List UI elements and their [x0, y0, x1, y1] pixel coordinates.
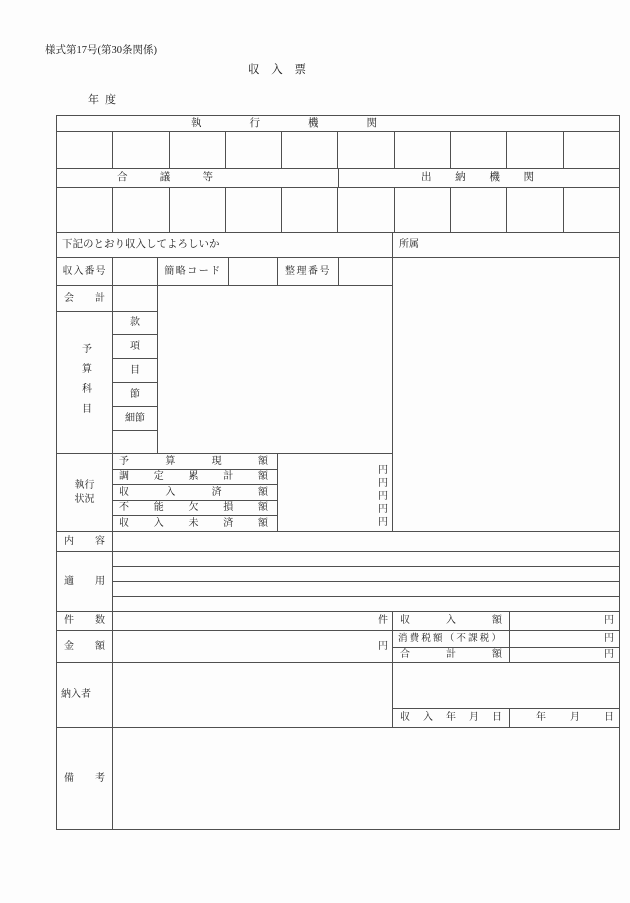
receipt-date-label — [392, 708, 509, 727]
short-code-label: 簡略コード — [157, 257, 228, 285]
revenue-amount-field — [509, 611, 620, 630]
exec-row-label: 予 算 現 額 — [119, 455, 268, 467]
exec-row-label: 収 入 未 済 額 — [119, 517, 268, 529]
receipt-number-label: 収入番号 — [56, 257, 112, 285]
budget-row-kou: 項 — [112, 334, 157, 358]
exec-row-label: 不 能 欠 損 額 — [119, 502, 268, 513]
stamp-cell — [394, 187, 450, 232]
exec-row-budget-current — [112, 453, 277, 469]
consumption-tax-label — [392, 630, 509, 647]
page-title: 収 入 票 — [248, 64, 306, 76]
stamp-cell — [169, 131, 225, 168]
executing-agency-header — [56, 115, 620, 131]
execution-status-label — [56, 453, 112, 531]
yen-unit: 円 — [378, 640, 388, 652]
account-label — [56, 285, 112, 311]
stamp-cell — [281, 187, 337, 232]
stamp-cell — [337, 131, 393, 168]
description-label — [56, 551, 112, 611]
count-label-text: 件 数 — [64, 615, 105, 626]
exec-row-outstanding — [112, 515, 277, 531]
exec-amount-field — [277, 453, 392, 531]
budget-row-setsu: 節 — [112, 382, 157, 406]
description-line-1 — [112, 551, 620, 566]
stamp-cell — [225, 131, 281, 168]
stamp-cell — [394, 131, 450, 168]
total-amount-label-text: 合 計 額 — [400, 649, 502, 660]
exec-row-uncollectible — [112, 500, 277, 515]
count-label — [56, 611, 112, 630]
executing-agency-label: 執 行 機 関 — [191, 117, 377, 129]
description-label-text: 適 用 — [64, 575, 105, 587]
revenue-amount-label-text: 収 入 額 — [400, 615, 502, 626]
stamp-cell — [563, 187, 620, 232]
yen-unit: 円 — [604, 649, 614, 660]
amount-label-text: 金 額 — [64, 640, 105, 652]
budget-row-kan: 款 — [112, 311, 157, 334]
stamp-cell — [225, 187, 281, 232]
total-amount-field — [509, 647, 620, 662]
payer-label: 納入者 — [56, 662, 112, 727]
yen-unit: 円 — [378, 517, 388, 528]
affiliation-field — [392, 257, 620, 531]
budget-category-label-text: 予算科目 — [79, 342, 91, 423]
content-label-text: 内 容 — [64, 535, 105, 547]
description-line-3 — [112, 581, 620, 596]
yen-unit: 円 — [604, 615, 614, 626]
execution-status-label-text: 執行状況 — [74, 479, 95, 505]
count-field — [112, 611, 392, 630]
receipt-date-value: 年 月 日 — [536, 712, 614, 723]
stamp-cell — [450, 131, 506, 168]
confirm-text: 下記のとおり収入してよろしいか — [56, 232, 392, 257]
content-label — [56, 531, 112, 551]
stamp-cell — [56, 131, 112, 168]
budget-row-saisetsu: 細節 — [112, 406, 157, 430]
accounting-agency-label: 出 納 機 関 — [421, 172, 534, 183]
consumption-tax-field — [509, 630, 620, 647]
reference-number-label: 整理番号 — [277, 257, 338, 285]
budget-detail-field — [157, 285, 392, 453]
content-field — [112, 531, 620, 551]
exec-row-label: 収 入 済 額 — [119, 486, 268, 498]
stamp-cell — [506, 187, 562, 232]
exec-row-assessed-total — [112, 469, 277, 484]
exec-row-received — [112, 484, 277, 500]
description-line-2 — [112, 566, 620, 581]
form-number: 様式第17号(第30条関係) — [45, 45, 157, 56]
receipt-date-label-text: 収 入 年 月 日 — [400, 712, 502, 723]
stamp-cell — [169, 187, 225, 232]
right-blank-field — [392, 662, 620, 708]
stamp-cell — [563, 131, 620, 168]
note-label — [56, 727, 112, 830]
executing-agency-stamp-row — [56, 131, 620, 168]
receipt-date-field — [509, 708, 620, 727]
note-field — [112, 727, 620, 830]
yen-unit: 円 — [378, 504, 388, 515]
budget-row-extra — [112, 430, 157, 453]
stamp-cell — [337, 187, 393, 232]
stamp-cell — [112, 187, 168, 232]
affiliation-header: 所属 — [392, 232, 620, 257]
stamp-cell — [112, 131, 168, 168]
yen-unit: 円 — [378, 478, 388, 489]
account-label-text: 会 計 — [64, 292, 105, 304]
stamp-cell — [56, 187, 112, 232]
note-label-text: 備 考 — [64, 772, 105, 784]
fiscal-year-label: 年 度 — [88, 94, 116, 106]
total-amount-label — [392, 647, 509, 662]
count-unit: 件 — [378, 615, 388, 626]
reference-number-field — [338, 257, 392, 285]
amount-label — [56, 630, 112, 662]
yen-unit: 円 — [378, 491, 388, 502]
yen-unit: 円 — [378, 465, 388, 476]
consultation-header — [56, 168, 338, 187]
yen-unit: 円 — [604, 633, 614, 644]
accounting-agency-header — [338, 168, 620, 187]
payer-field — [112, 662, 392, 727]
short-code-field — [228, 257, 277, 285]
consumption-tax-label-text: 消費税額（不課税） — [398, 634, 501, 644]
receipt-number-field — [112, 257, 157, 285]
budget-row-moku: 目 — [112, 358, 157, 382]
exec-row-label: 調 定 累 計 額 — [119, 471, 268, 482]
consultation-label: 合 議 等 — [117, 172, 213, 183]
revenue-amount-label — [392, 611, 509, 630]
stamp-cell — [506, 131, 562, 168]
agency-stamp-row — [56, 187, 620, 232]
description-line-4 — [112, 596, 620, 611]
form-table — [56, 115, 620, 830]
account-field — [112, 285, 157, 311]
amount-field — [112, 630, 392, 662]
stamp-cell — [281, 131, 337, 168]
stamp-cell — [450, 187, 506, 232]
budget-category-label — [56, 311, 112, 453]
